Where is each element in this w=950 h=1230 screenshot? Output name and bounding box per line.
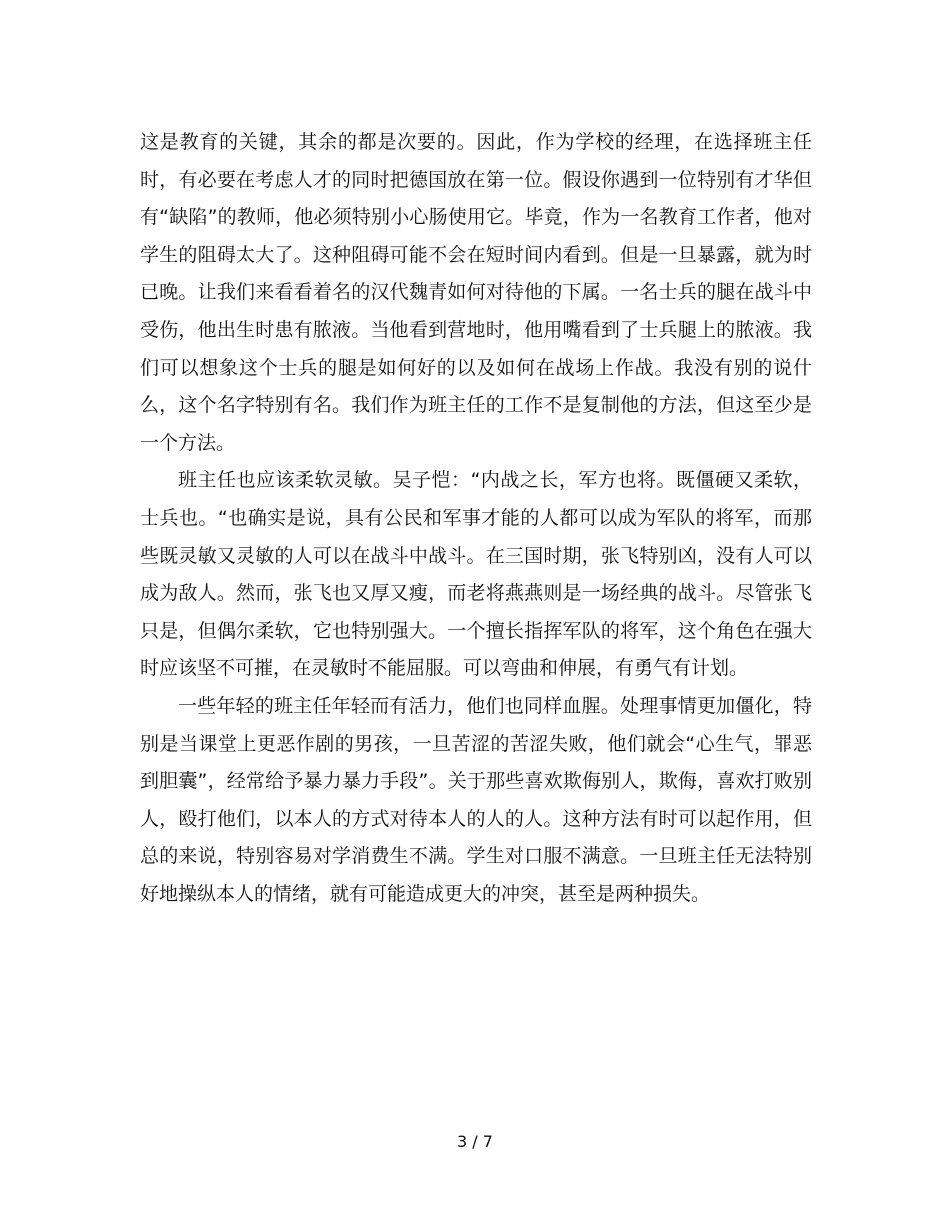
paragraph-2: 班主任也应该柔软灵敏。吴子恺：“内战之长，军方也将。既僵硬又柔软，士兵也。“也确实是说，具有公民和军事才能的人都可以成为军队的将军，而那些既灵敏又灵敏的人可以在战斗中战斗。在三国时期，张飞特别凶，没有人可以成为敌人。然而，张飞也又厚又瘦，而老将燕燕则是一场经典的战斗。尽管张飞只是，但偶尔柔软，它也特别强大。一个擅长指挥军队的将军，这个角色在强大时应该坚不可摧，在灵敏时不能屈服。可以弯曲和伸展，有勇气有计划。: [140, 469, 812, 680]
paragraph-1: 这是教育的关键，其余的都是次要的。因此，作为学校的经理，在选择班主任时，有必要在考虑人才的同时把德国放在第一位。假设你遇到一位特别有才华但有“缺陷”的教师，他必须特别小心肠使用它。毕竟，作为一名教育工作者，他对学生的阻碍太大了。这种阻碍可能不会在短时间内看到。但是一旦暴露，就为时已晚。让我们来看看着名的汉代魏青如何对待他的下属。一名士兵的腿在战斗中受伤，他出生时患有脓液。当他看到营地时，他用嘴看到了士兵腿上的脓液。我们可以想象这个士兵的腿是如何好的以及如何在战场上作战。我没有别的说什么，这个名字特别有名。我们作为班主任的工作不是复制他的方法，但这至少是一个方法。: [140, 131, 812, 454]
page-number: 3 / 7: [457, 1132, 493, 1151]
document-body: [140, 124, 812, 913]
paragraph-3: 一些年轻的班主任年轻而有活力，他们也同样血腥。处理事情更加僵化，特别是当课堂上更恶作剧的男孩，一旦苦涩的苦涩失败，他们就会“心生气，罪恶到胆囊”，经常给予暴力暴力手段”。关于那些喜欢欺侮别人，欺侮，喜欢打败别人，殴打他们，以本人的方式对待本人的人的人。这种方法有时可以起作用，但总的来说，特别容易对学消费生不满。学生对口服不满意。一旦班主任无法特别好地操纵本人的情绪，就有可能造成更大的冲突，甚至是两种损失。: [140, 694, 812, 905]
